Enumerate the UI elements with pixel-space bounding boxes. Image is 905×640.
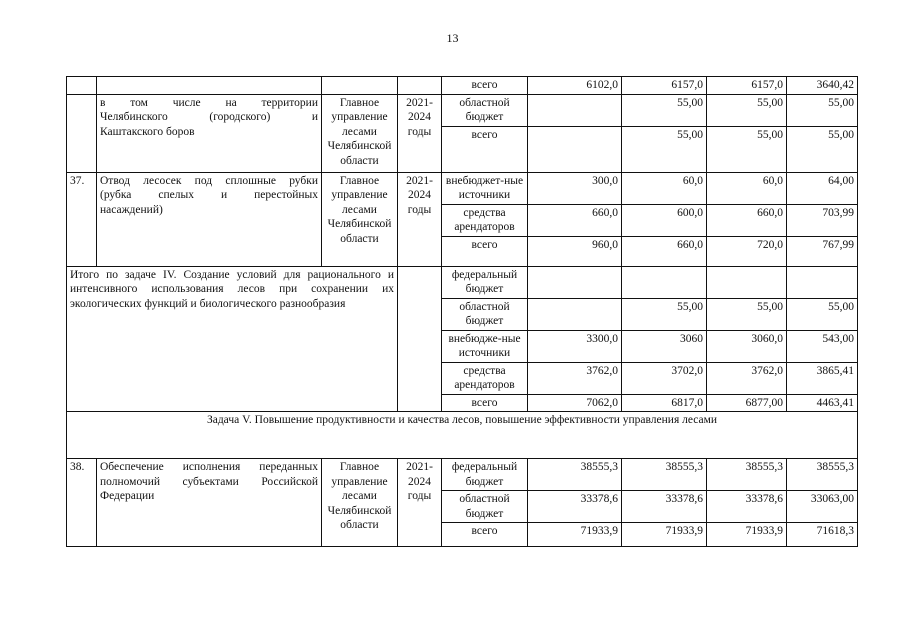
value-cell: 660,0 xyxy=(707,204,787,236)
fund-cell: федеральный бюджет xyxy=(442,266,528,298)
budget-table xyxy=(66,76,858,547)
value-cell: 55,00 xyxy=(707,126,787,172)
table-row xyxy=(67,266,858,298)
value-cell: 3300,0 xyxy=(528,330,622,362)
name-cell xyxy=(97,94,322,172)
value-cell: 3702,0 xyxy=(622,362,707,394)
value-cell: 33378,6 xyxy=(528,491,622,523)
value-cell: 38555,3 xyxy=(622,459,707,491)
name-cell xyxy=(97,172,322,266)
table-row xyxy=(67,94,858,126)
responsible-cell: Главное управление лесами Челябинской области xyxy=(322,459,398,547)
value-cell: 3762,0 xyxy=(528,362,622,394)
fund-cell: федеральный бюджет xyxy=(442,459,528,491)
value-cell: 55,00 xyxy=(622,94,707,126)
fund-cell: всего xyxy=(442,126,528,172)
name-line: в том числе на территории xyxy=(100,96,318,109)
value-cell: 6157,0 xyxy=(622,77,707,95)
table-row xyxy=(67,459,858,491)
value-cell xyxy=(528,94,622,126)
fund-cell: всего xyxy=(442,77,528,95)
num-cell xyxy=(67,77,97,95)
name-line: Федерации xyxy=(100,490,155,502)
period-cell xyxy=(398,266,442,412)
value-cell: 703,99 xyxy=(787,204,858,236)
fund-cell: всего xyxy=(442,523,528,547)
fund-cell: областной бюджет xyxy=(442,94,528,126)
value-cell: 33378,6 xyxy=(622,491,707,523)
value-cell: 55,00 xyxy=(622,298,707,330)
value-cell: 3060,0 xyxy=(707,330,787,362)
fund-cell: областной бюджет xyxy=(442,491,528,523)
value-cell: 55,00 xyxy=(622,126,707,172)
value-cell xyxy=(707,266,787,298)
fund-cell: средства арендаторов xyxy=(442,362,528,394)
fund-cell: всего xyxy=(442,394,528,412)
value-cell: 300,0 xyxy=(528,172,622,204)
value-cell: 3060 xyxy=(622,330,707,362)
name-cell xyxy=(97,459,322,547)
name-line: полномочий субъектами Российской xyxy=(100,475,318,488)
value-cell: 6102,0 xyxy=(528,77,622,95)
value-cell: 38555,3 xyxy=(787,459,858,491)
table-row xyxy=(67,172,858,204)
value-cell xyxy=(528,126,622,172)
value-cell: 71933,9 xyxy=(528,523,622,547)
num-cell xyxy=(67,94,97,172)
value-cell: 720,0 xyxy=(707,236,787,266)
value-cell: 3762,0 xyxy=(707,362,787,394)
value-cell: 3640,42 xyxy=(787,77,858,95)
value-cell: 660,0 xyxy=(622,236,707,266)
value-cell: 4463,41 xyxy=(787,394,858,412)
value-cell: 71933,9 xyxy=(622,523,707,547)
name-line: насаждений) xyxy=(100,203,163,216)
responsible-cell: Главное управление лесами Челябинской области xyxy=(322,172,398,266)
task-heading: Задача V. Повышение продуктивности и качества лесов, повышение эффективности управления лесами xyxy=(67,412,858,459)
page-number: 13 xyxy=(446,31,459,45)
value-cell: 71618,3 xyxy=(787,523,858,547)
value-cell: 3865,41 xyxy=(787,362,858,394)
num-cell: 38. xyxy=(67,459,97,547)
num-cell: 37. xyxy=(67,172,97,266)
responsible-cell: Главное управление лесами Челябинской области xyxy=(322,94,398,172)
value-cell: 6157,0 xyxy=(707,77,787,95)
value-cell: 60,0 xyxy=(622,172,707,204)
value-cell: 6817,0 xyxy=(622,394,707,412)
value-cell: 38555,3 xyxy=(528,459,622,491)
fund-cell: средства арендаторов xyxy=(442,204,528,236)
value-cell xyxy=(622,266,707,298)
value-cell: 960,0 xyxy=(528,236,622,266)
value-cell xyxy=(528,266,622,298)
value-cell: 33378,6 xyxy=(707,491,787,523)
fund-cell: внебюджет-ные источники xyxy=(442,172,528,204)
name-line: Обеспечение исполнения переданных xyxy=(100,461,318,473)
value-cell: 33063,00 xyxy=(787,491,858,523)
value-cell: 660,0 xyxy=(528,204,622,236)
name-line: Каштакского боров xyxy=(100,125,195,138)
table-row xyxy=(67,77,858,95)
name-cell xyxy=(97,77,322,95)
table-row xyxy=(67,412,858,459)
period-cell: 2021-2024 годы xyxy=(398,172,442,266)
name-line: Челябинского (городского) и xyxy=(100,111,318,123)
value-cell xyxy=(528,298,622,330)
value-cell: 7062,0 xyxy=(528,394,622,412)
value-cell xyxy=(787,266,858,298)
fund-cell: внебюдже-ные источники xyxy=(442,330,528,362)
total-iv-cell: Итого по задаче IV. Создание условий для рационального и интенсивного использования лесов при сохранении их экологических функций и биологического разнообразия xyxy=(67,266,398,412)
period-cell xyxy=(398,77,442,95)
responsible-cell xyxy=(322,77,398,95)
value-cell: 55,00 xyxy=(707,94,787,126)
value-cell: 38555,3 xyxy=(707,459,787,491)
value-cell: 6877,00 xyxy=(707,394,787,412)
name-line: Отвод лесосек под сплошные рубки xyxy=(100,174,318,187)
period-cell: 2021-2024 годы xyxy=(398,94,442,172)
value-cell: 71933,9 xyxy=(707,523,787,547)
fund-cell: всего xyxy=(442,236,528,266)
value-cell: 543,00 xyxy=(787,330,858,362)
value-cell: 600,0 xyxy=(622,204,707,236)
value-cell: 60,0 xyxy=(707,172,787,204)
value-cell: 55,00 xyxy=(787,126,858,172)
name-line: (рубка спелых и перестойных xyxy=(100,189,318,201)
period-cell: 2021-2024 годы xyxy=(398,459,442,547)
value-cell: 55,00 xyxy=(707,298,787,330)
value-cell: 767,99 xyxy=(787,236,858,266)
value-cell: 64,00 xyxy=(787,172,858,204)
value-cell: 55,00 xyxy=(787,94,858,126)
value-cell: 55,00 xyxy=(787,298,858,330)
fund-cell: областной бюджет xyxy=(442,298,528,330)
